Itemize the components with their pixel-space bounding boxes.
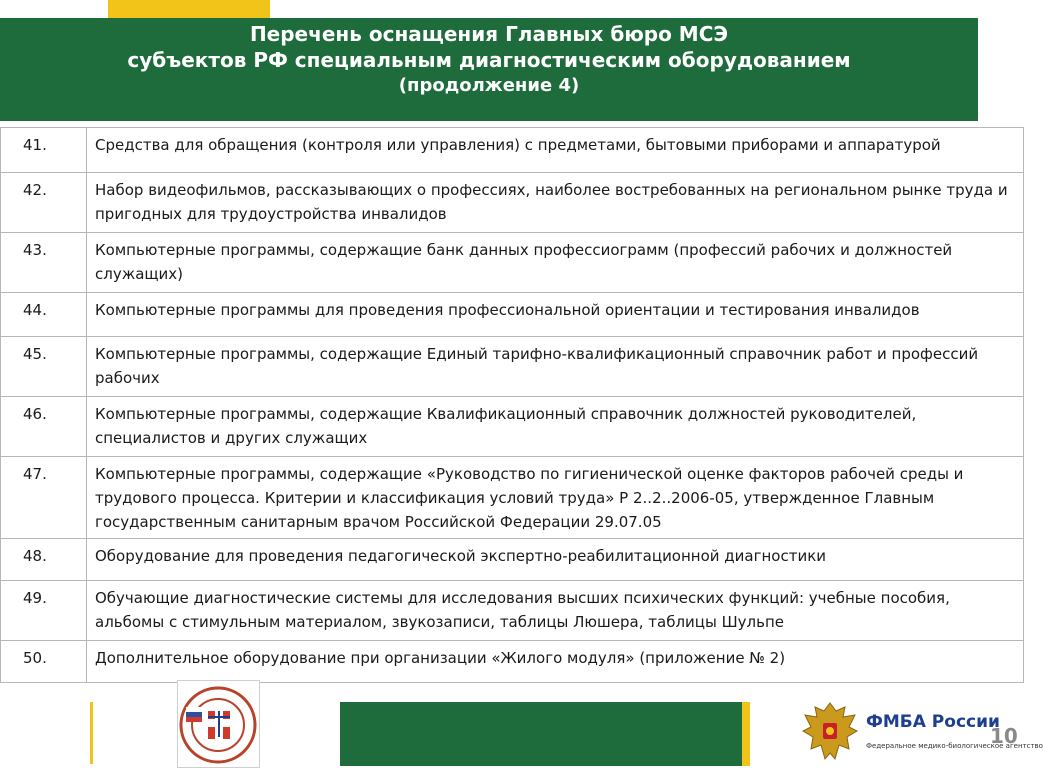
title-line-1: Перечень оснащения Главных бюро МСЭ <box>249 22 729 46</box>
fbmse-logo-icon <box>178 681 259 767</box>
row-text: Компьютерные программы для проведения профессиональной ориентации и тестирования инвалидов <box>87 292 1024 336</box>
page-number: 10 <box>990 724 1018 748</box>
table-row <box>1 538 1023 580</box>
row-text: Дополнительное оборудование при организации «Жилого модуля» (приложение № 2) <box>95 648 786 667</box>
table-row <box>1 292 1023 336</box>
row-number: 41. <box>1 128 87 172</box>
fmba-brand-text: ФМБА России <box>866 712 1000 732</box>
table-row <box>1 396 1023 456</box>
table-row <box>1 336 1023 396</box>
top-accent-bar <box>108 0 270 18</box>
title-line-3: (продолжение 4) <box>398 75 580 96</box>
footer-green-block <box>340 702 742 766</box>
table-row <box>1 640 1023 682</box>
row-number: 44. <box>1 292 87 336</box>
table-row <box>1 172 1023 232</box>
row-text: Компьютерные программы, содержащие банк данных профессиограмм (профессий рабочих и должностей служащих) <box>87 232 1024 292</box>
row-number: 46. <box>1 396 87 456</box>
row-number: 45. <box>1 336 87 396</box>
row-number: 42. <box>1 172 87 232</box>
row-text: Компьютерные программы, содержащие «Руководство по гигиенической оценке факторов рабочей среды и трудового процесса. Критерии и классификация условий труда» Р 2..2..2006-05, утвержденное Главным государственным санитарным врачом Российской Федерации 29.07.05 <box>87 456 1024 538</box>
row-text: Оборудование для проведения педагогической экспертно-реабилитационной диагностики <box>87 538 1024 580</box>
row-text: Средства для обращения (контроля или управления) с предметами, бытовыми приборами и аппаратурой <box>87 128 1024 172</box>
fbmse-logo <box>177 680 260 768</box>
row-text: Компьютерные программы, содержащие Единый тарифно-квалификационный справочник работ и профессий рабочих <box>87 336 1024 396</box>
row-number: 50. <box>1 640 87 682</box>
row-number: 49. <box>1 580 87 640</box>
table-row <box>1 580 1023 640</box>
row-number: 48. <box>1 538 87 580</box>
table-row <box>1 232 1023 292</box>
table-row <box>1 128 1023 172</box>
title-banner <box>0 18 978 121</box>
title-line-2: субъектов РФ специальным диагностическим оборудованием <box>127 48 851 72</box>
equipment-table <box>0 127 1024 683</box>
footer-accent-line <box>90 702 93 764</box>
row-text: Набор видеофильмов, рассказывающих о профессиях, наиболее востребованных на региональном рынке труда и пригодных для трудоустройства инвалидов <box>87 172 1024 232</box>
table-row <box>1 456 1023 538</box>
table-body <box>1 128 1023 682</box>
row-text: Компьютерные программы, содержащие Квалификационный справочник должностей руководителей, специалистов и других служащих <box>87 396 1024 456</box>
fmba-brand-subtitle: Федеральное медико-биологическое агентство <box>866 742 1043 750</box>
footer-yellow-block <box>742 702 750 766</box>
russian-eagle-emblem-icon <box>795 697 865 767</box>
row-number: 47. <box>1 456 87 538</box>
row-number: 43. <box>1 232 87 292</box>
row-text: Обучающие диагностические системы для исследования высших психических функций: учебные пособия, альбомы с стимульным материалом, звукозаписи, таблицы Люшера, таблицы Шульпе <box>87 580 1024 640</box>
